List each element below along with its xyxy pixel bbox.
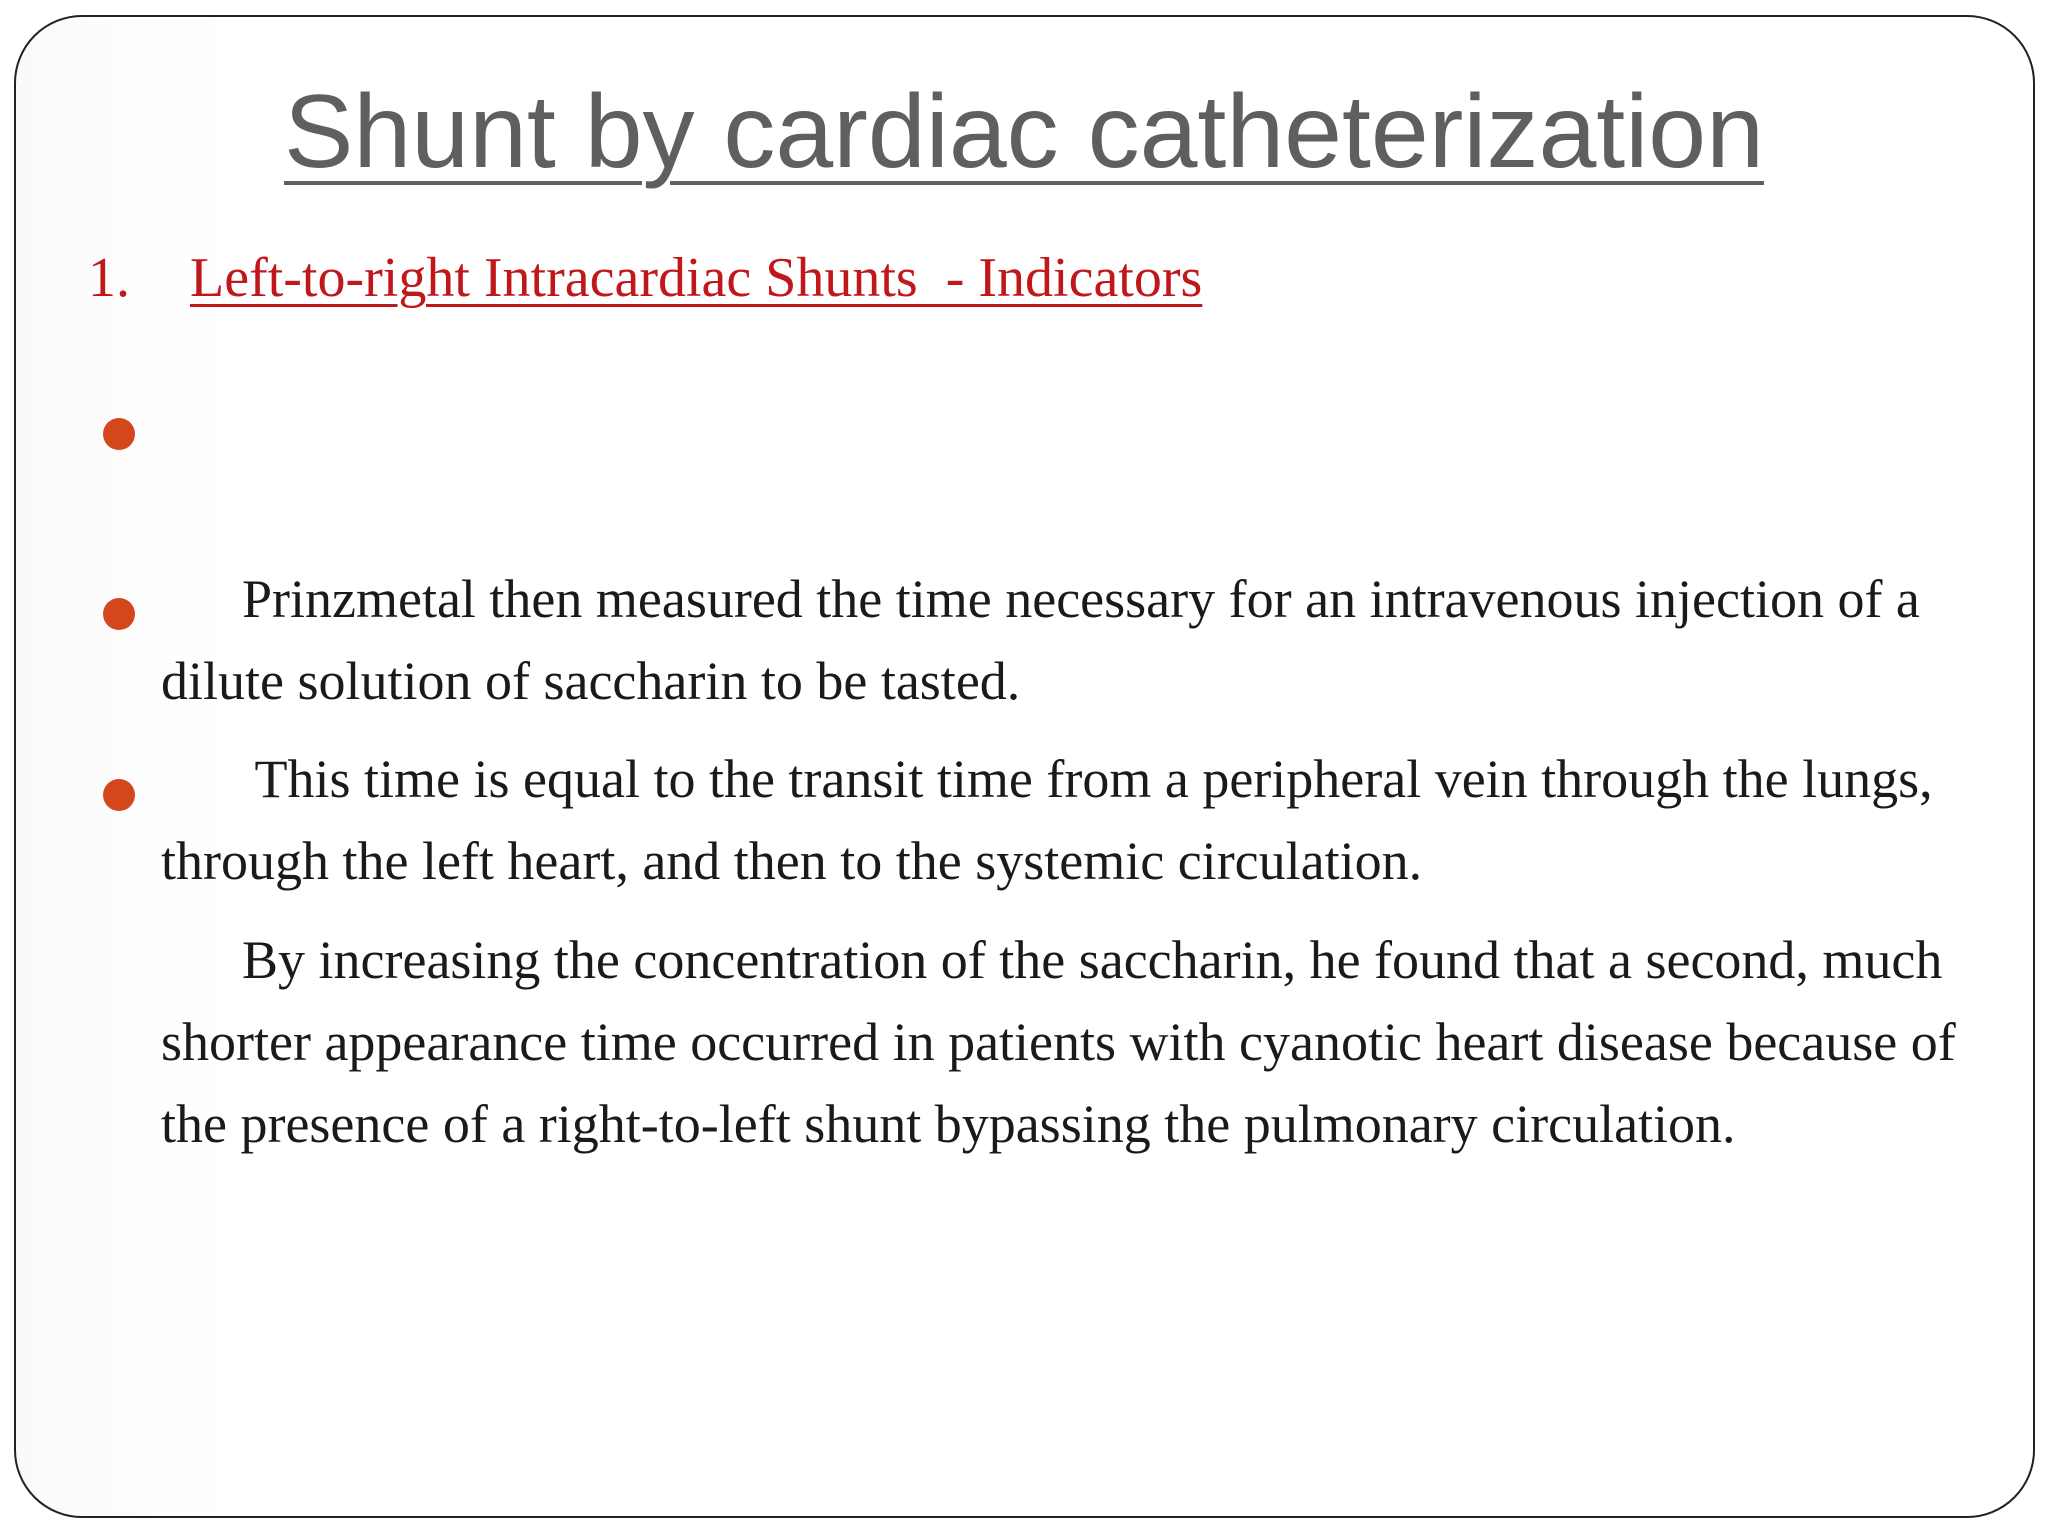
bullet-text: By increasing the concentration of the saccharin, he found that a second, much shorter appearance time occurred in patients with cyanotic heart disease because of the presence of a right-to-left shunt bypassing the pulmonary circulation. <box>161 930 1970 1154</box>
bullet-dot-icon <box>103 598 135 630</box>
bullet-dot-icon <box>103 779 135 811</box>
section-heading <box>88 242 1202 314</box>
bullet-text: Prinzmetal then measured the time necessary for an intravenous injection of a dilute solution of saccharin to be tasted. <box>161 569 1934 711</box>
slide-title: Shunt by cardiac catheterization <box>284 74 1764 190</box>
bullet-dot-icon <box>103 418 135 450</box>
bullet-item <box>161 755 1970 1247</box>
bullet-text: This time is equal to the transit time from a peripheral vein through the lungs, through the left heart, and then to the systemic circulation. <box>161 749 1947 891</box>
section-number: 1. <box>88 247 130 309</box>
section-heading-text: Left-to-right Intracardiac Shunts - Indicators <box>190 247 1203 309</box>
